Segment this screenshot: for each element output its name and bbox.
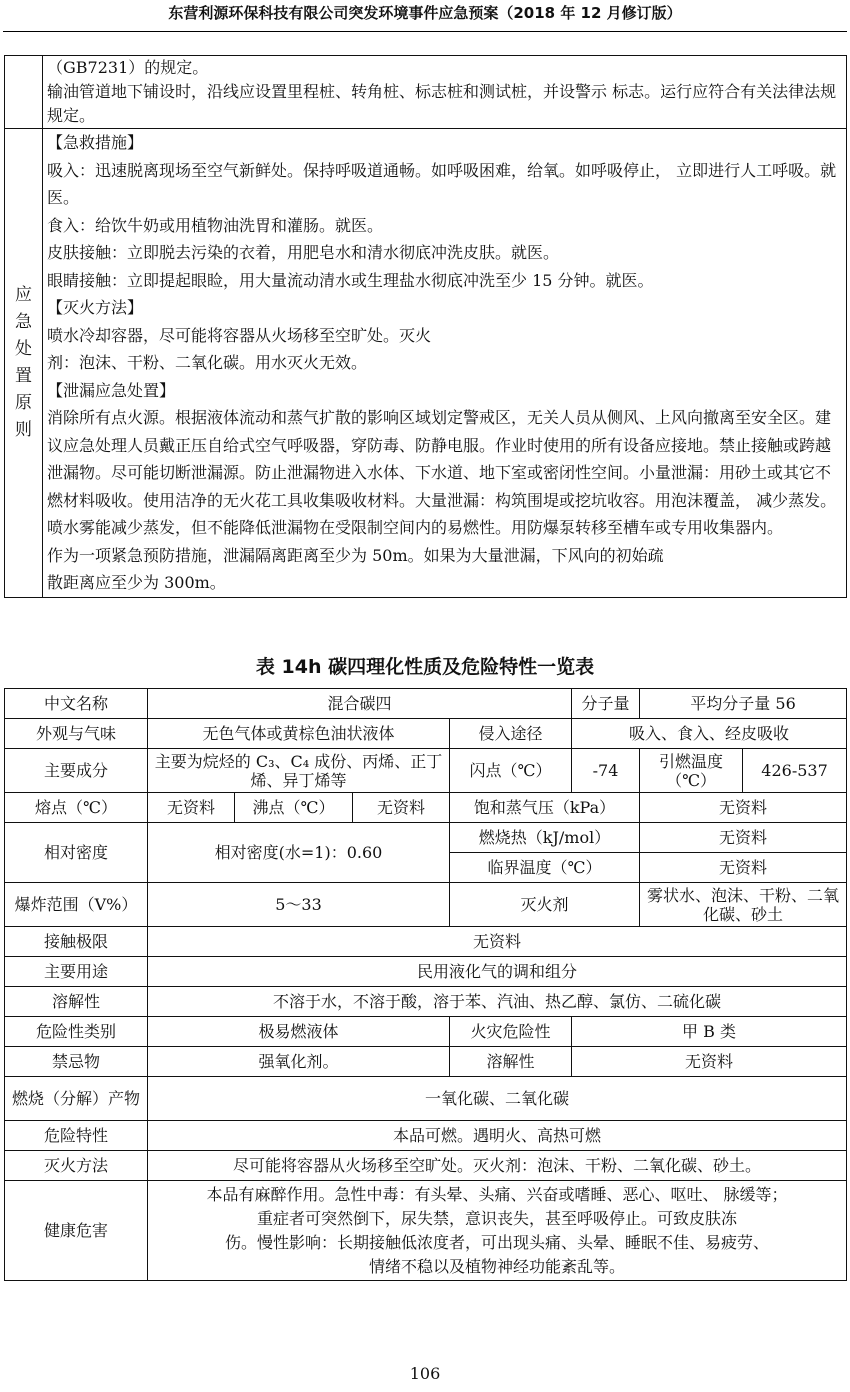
label-cell: 燃烧热（kJ/mol） [450,823,640,853]
text-line: 【灭火方法】 [47,298,144,317]
value-cell: 极易燃液体 [148,1017,450,1047]
table-row [5,987,847,1017]
label-cell: 危险特性 [5,1121,148,1151]
label-cell: 灭火方法 [5,1151,148,1181]
text-line: 本品有麻醉作用。急性中毒：有头晕、头痛、兴奋或嗜睡、恶心、呕吐、 脉缓等； [206,1184,788,1204]
text-line: （GB7231）的规定。 [47,58,209,77]
text-line: 输油管道地下铺设时，沿线应设置里程桩、转角桩、标志桩和测试桩，并设警示 标志。运行应符合有关法律法规规定。 [47,82,837,125]
emergency-table [4,55,847,598]
label-cell: 溶解性 [5,987,148,1017]
label-cell: 饱和蒸气压（kPa） [450,793,640,823]
value-cell: 吸入、食入、经皮吸收 [572,719,847,749]
text-line: 食入：给饮牛奶或用植物油洗胃和灌肠。就医。 [47,215,384,235]
label-cell: 外观与气味 [5,719,148,749]
label-cell: 接触极限 [5,927,148,957]
label-cell: 健康危害 [5,1181,148,1281]
table-row [5,1077,847,1121]
table-row [5,927,847,957]
page-header: 东营利源环保科技有限公司突发环境事件应急预案（2018 年 12 月修订版） [168,4,682,22]
properties-table [4,688,847,1281]
table-row [5,749,847,793]
value-cell: 不溶于水，不溶于酸，溶于苯、汽油、热乙醇、氯仿、二硫化碳 [148,987,847,1017]
table-row [5,883,847,927]
table-row [5,1181,847,1281]
text-line: 剂：泡沫、干粉、二氧化碳。用水灭火无效。 [47,353,368,372]
label-cell: 危险性类别 [5,1017,148,1047]
label-cell: 爆炸范围（V%） [5,883,148,927]
health-hazard-cell [148,1181,847,1281]
label-cell: 分子量 [572,689,640,719]
label-cell: 闪点（℃） [450,749,572,793]
value-cell: 无资料 [148,793,235,823]
value-cell: 无资料 [640,793,847,823]
text-line: 消除所有点火源。根据液体流动和蒸气扩散的影响区域划定警戒区，无关人员从侧风、上风向撤离至安全区。建议应急处理人员戴正压自给式空气呼吸器，穿防毒、防静电服。作业时使用的所有设备应接地。禁止接触或跨越泄漏物。尽可能切断泄漏源。防止泄漏物进入水体、下水道、地下室或密闭性空间。小量泄漏：用砂土或其它不燃材料吸收。使用洁净的无火花工具收集吸收材料。大量泄漏：构筑围堤或挖坑收容。用泡沫覆盖， 减少蒸发。喷水雾能减少蒸发，但不能降低泄漏物在受限制空间内的易燃性。用防爆泵转移至槽车或专用收集器内。 [47,408,837,537]
blank-side-cell [5,56,43,129]
label-cell: 引燃温度（℃） [640,749,743,793]
value-cell: 相对密度(水=1)：0.60 [148,823,450,883]
label-cell: 溶解性 [450,1047,572,1077]
value-cell: 民用液化气的调和组分 [148,957,847,987]
label-cell: 灭火剂 [450,883,640,927]
value-cell: 无资料 [572,1047,847,1077]
value-cell: 426-537 [743,749,847,793]
table-row [5,719,847,749]
value-cell: 无资料 [640,853,847,883]
text-line: 吸入：迅速脱离现场至空气新鲜处。保持呼吸道通畅。如呼吸困难，给氧。如呼吸停止， 立即进行人工呼吸。就医。 [47,160,837,207]
value-cell: 雾状水、泡沫、干粉、二氧化碳、砂土 [640,883,847,927]
value-cell: 5～33 [148,883,450,927]
value-cell: 强氧化剂。 [148,1047,450,1077]
label-cell: 火灾危险性 [450,1017,572,1047]
side-label-cell [5,129,43,598]
text-line: 作为一项紧急预防措施，泄漏隔离距离至少为 50m。如果为大量泄漏，下风向的初始疏 [47,545,664,565]
label-cell: 主要成分 [5,749,148,793]
value-cell: 主要为烷烃的 C₃、C₄ 成份、丙烯、正丁烯、异丁烯等 [148,749,450,793]
text-line: 伤。慢性影响：长期接触低浓度者，可出现头痛、头晕、睡眠不佳、易疲劳、 [225,1232,770,1252]
table-row [5,957,847,987]
table-row [5,689,847,719]
text-line: 【泄漏应急处置】 [47,380,176,400]
text-line: 喷水冷却容器，尽可能将容器从火场移至空旷处。灭火 [47,325,432,345]
storage-transport-cell [43,56,847,129]
table-caption: 表 14h 碳四理化性质及危险特性一览表 [255,656,595,678]
value-cell: 无资料 [353,793,450,823]
label-cell: 燃烧（分解）产物 [5,1077,148,1121]
value-cell: 平均分子量 56 [640,689,847,719]
text-line: 【急救措施】 [47,133,144,152]
value-cell: 甲 B 类 [572,1017,847,1047]
label-cell: 沸点（℃） [235,793,353,823]
label-cell: 临界温度（℃） [450,853,640,883]
table-row [5,1121,847,1151]
text-line: 皮肤接触：立即脱去污染的衣着，用肥皂水和清水彻底冲洗皮肤。就医。 [47,243,560,262]
table-row [5,129,847,598]
table-row [5,1151,847,1181]
page-number: 106 [409,1364,441,1383]
header-rule [3,31,847,32]
table-row [5,793,847,823]
text-line: 情绪不稳以及植物神经功能紊乱等。 [369,1256,626,1276]
emergency-measures-cell [43,129,847,598]
text-line: 重症者可突然倒下，尿失禁，意识丧失，甚至呼吸停止。可致皮肤冻 [257,1208,738,1228]
text-line: 散距离应至少为 300m。 [47,573,226,592]
table-row [5,1047,847,1077]
side-label: 应急处置原则 [15,284,32,440]
table-row [5,56,847,129]
label-cell: 侵入途径 [450,719,572,749]
text-line: 眼睛接触：立即提起眼睑，用大量流动清水或生理盐水彻底冲洗至少 15 分钟。就医。 [47,270,654,290]
value-cell: 无色气体或黄棕色油状液体 [148,719,450,749]
value-cell: 尽可能将容器从火场移至空旷处。灭火剂：泡沫、干粉、二氧化碳、砂土。 [148,1151,847,1181]
value-cell: 本品可燃。遇明火、高热可燃 [148,1121,847,1151]
label-cell: 中文名称 [5,689,148,719]
value-cell: 无资料 [148,927,847,957]
label-cell: 主要用途 [5,957,148,987]
table-row [5,1017,847,1047]
table-row [5,823,847,853]
label-cell: 熔点（℃） [5,793,148,823]
value-cell: 一氧化碳、二氧化碳 [148,1077,847,1121]
label-cell: 相对密度 [5,823,148,883]
value-cell: -74 [572,749,640,793]
value-cell: 无资料 [640,823,847,853]
value-cell: 混合碳四 [148,689,572,719]
label-cell: 禁忌物 [5,1047,148,1077]
